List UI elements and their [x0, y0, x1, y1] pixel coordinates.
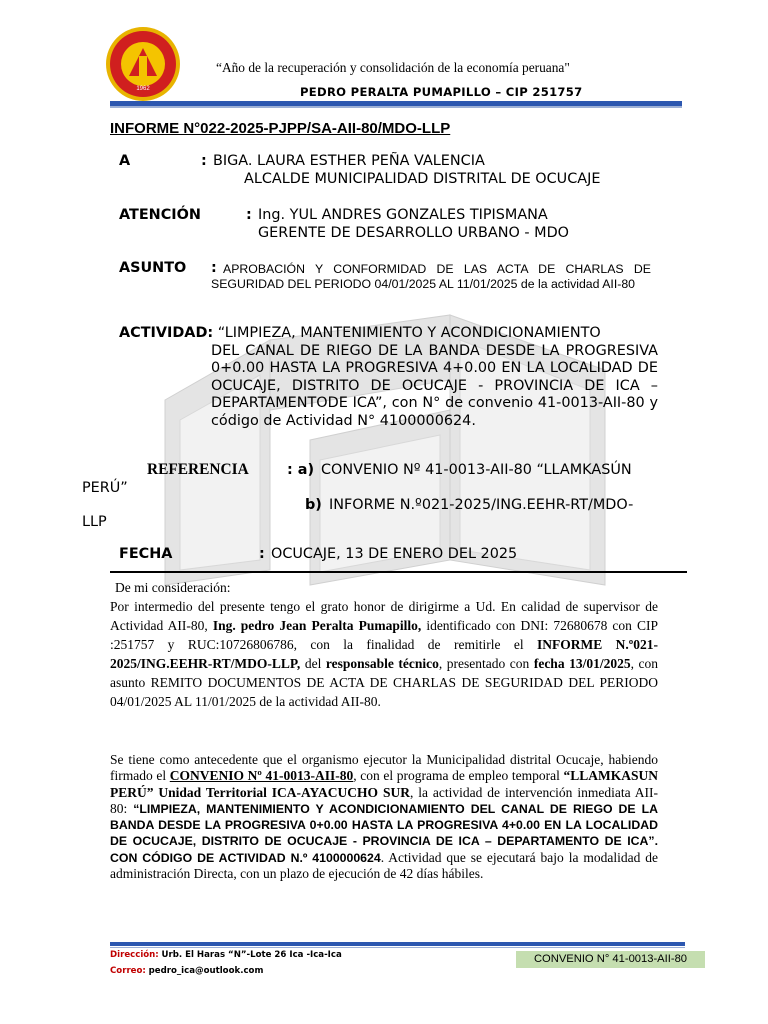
a-position: ALCALDE MUNICIPALIDAD DISTRITAL DE OCUCAJE — [244, 171, 601, 187]
asunto-text: APROBACIÓN Y CONFORMIDAD DE LAS ACTA DE CHARLAS DE SEGURIDAD DEL PERIODO 04/01/2025 AL 11/01/2025 de la actividad AII-80 — [211, 262, 651, 291]
a-colon: : — [201, 153, 207, 169]
a-name: BIGA. LAURA ESTHER PEÑA VALENCIA — [213, 153, 485, 169]
svg-text:1962: 1962 — [136, 86, 150, 92]
header-divider-shadow — [110, 106, 682, 108]
salutation: De mi consideración: — [115, 580, 231, 595]
actividad-text: DEL CANAL DE RIEGO DE LA BANDA DESDE LA PROGRESIVA 0+0.00 HASTA LA PROGRESIVA 4+0.00 EN LA LOCALIDAD DE OCUCAJE, DISTRITO DE OCUCAJE - PROVINCIA DE ICA – DEPARTAMENTODE ICA”, con N° de convenio 41-0013-AII-80 y código de Actividad N° 4100000624. — [211, 342, 658, 429]
header-motto: “Año de la recuperación y consolidación de la economía peruana" — [216, 60, 570, 75]
footer-divider-shadow — [110, 947, 685, 948]
header-author: PEDRO PERALTA PUMAPILLO – CIP 251757 — [300, 85, 583, 99]
report-title: INFORME N°022-2025-PJPP/SA-AII-80/MDO-LLP — [110, 120, 451, 137]
section-divider — [110, 571, 687, 573]
referencia-a-marker: : a) — [287, 462, 315, 478]
a-label: A — [119, 153, 131, 169]
atencion-name: Ing. YUL ANDRES GONZALES TIPISMANA — [258, 207, 548, 223]
actividad-first-line: “LIMPIEZA, MANTENIMIENTO Y ACONDICIONAMIENTO — [217, 325, 601, 341]
body-paragraph-1: Por intermedio del presente tengo el grato honor de dirigirme a Ud. En calidad de supervisor de Actividad AII-80, Ing. pedro Jean Peralta Pumapillo, identificado con DNI: 72680678 con CIP :251757 y RUC:10726806786, con la finalidad de remitirle el INFORME N.º021-2025/ING.EEHR-RT/MDO-LLP, del responsable técnico, presentado con fecha 13/01/2025, con asunto REMITO DOCUMENTOS DE ACTA DE CHARLAS DE SEGURIDAD DEL PERIODO 04/01/2025 AL 11/01/2025 de la actividad AII-80. — [110, 599, 659, 709]
atencion-colon: : — [246, 207, 252, 223]
asunto-colon: : — [211, 260, 217, 276]
referencia-b-text: INFORME N.º021-2025/ING.EEHR-RT/MDO- — [329, 497, 634, 513]
footer-email: Correo: pedro_ica@outlook.com — [110, 966, 264, 976]
footer-address: Dirección: Urb. El Haras “N”-Lote 26 Ica -Ica-Ica — [110, 950, 342, 960]
footer-divider — [110, 942, 685, 946]
body-paragraph-2: Se tiene como antecedente que el organismo ejecutor la Municipalidad distrital Ocucaje, habiendo firmado el CONVENIO Nº 41-0013-AII-80, con el programa de empleo temporal “LLAMKASUN PERÚ” Unidad Territorial ICA-AYACUCHO SUR, la actividad de intervención inmediata AII-80: “LIMPIEZA, MANTENIMIENTO Y ACONDICIONAMIENTO DEL CANAL DE RIEGO DE LA BANDA DESDE LA PROGRESIVA 0+0.00 HASTA LA PROGRESIVA 4+0.00 EN LA LOCALIDAD DE OCUCAJE, DISTRITO DE OCUCAJE - PROVINCIA DE ICA – DEPARTAMENTO DE ICA”. CON CÓDIGO DE ACTIVIDAD N.º 4100000624. Actividad que se ejecutará bajo la modalidad de administración Directa, con un plazo de ejecución de 42 días hábiles. — [110, 752, 659, 882]
actividad-label: ACTIVIDAD: — [119, 325, 214, 341]
asunto-label: ASUNTO — [119, 260, 187, 276]
referencia-label: REFERENCIA — [147, 461, 249, 478]
cip-logo — [105, 26, 181, 102]
convenio-badge: CONVENIO N° 41-0013-AII-80 — [516, 951, 705, 968]
referencia-a-text: CONVENIO Nº 41-0013-AII-80 “LLAMKASÚN — [321, 462, 632, 478]
referencia-a-wrap: PERÚ” — [82, 480, 128, 496]
fecha-value: OCUCAJE, 13 DE ENERO DEL 2025 — [271, 546, 518, 562]
referencia-b-marker: b) — [305, 497, 322, 513]
fecha-label: FECHA — [119, 546, 173, 562]
actividad-block — [119, 325, 658, 431]
referencia-b-wrap: LLP — [82, 514, 107, 530]
fecha-colon: : — [259, 546, 265, 562]
atencion-position: GERENTE DE DESARROLLO URBANO - MDO — [258, 225, 569, 241]
atencion-label: ATENCIÓN — [119, 207, 201, 223]
